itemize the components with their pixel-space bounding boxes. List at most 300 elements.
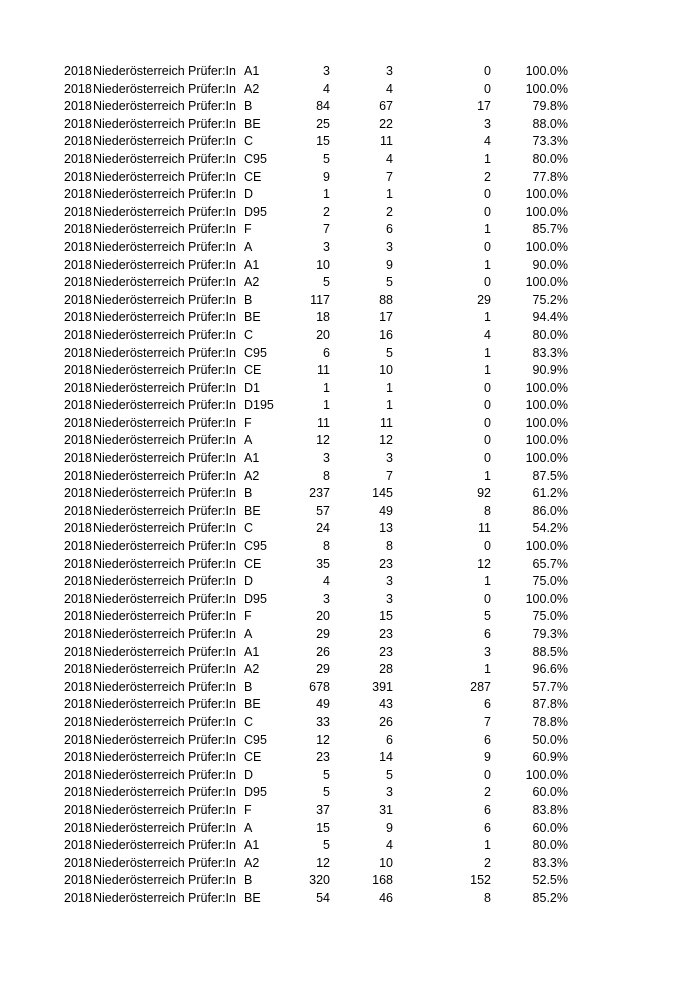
table-row (64, 204, 584, 222)
cell-passed: 23 (379, 556, 393, 571)
cell-pass-rate: 87.5% (532, 468, 568, 483)
cell-passed: 43 (379, 697, 393, 712)
cell-state: Niederösterreich (93, 64, 185, 78)
table-row (64, 890, 584, 908)
cell-state: Niederösterreich (93, 802, 185, 817)
cell-role: Prüfer:In (188, 556, 236, 571)
cell-passed: 88 (379, 292, 393, 307)
cell-total: 11 (317, 363, 330, 378)
cell-total: 26 (316, 644, 330, 659)
cell-total: 37 (316, 802, 330, 817)
cell-role: Prüfer:In (188, 433, 236, 448)
cell-failed: 287 (470, 679, 491, 694)
cell-state: Niederösterreich (93, 890, 185, 905)
cell-pass-rate: 100.0% (525, 539, 568, 554)
cell-total: 2 (323, 204, 330, 219)
cell-year: 2018 (64, 257, 92, 272)
cell-pass-rate: 57.7% (532, 679, 568, 694)
cell-role: Prüfer:In (188, 310, 236, 325)
cell-role: Prüfer:In (188, 873, 236, 888)
cell-role: Prüfer:In (188, 679, 236, 694)
cell-passed: 17 (379, 310, 393, 325)
cell-role: Prüfer:In (188, 64, 236, 78)
table-row (64, 327, 584, 345)
cell-role: Prüfer:In (188, 99, 236, 114)
cell-passed: 12 (379, 433, 393, 448)
cell-pass-rate: 80.0% (532, 327, 568, 342)
cell-passed: 3 (386, 785, 393, 800)
cell-total: 4 (323, 574, 330, 589)
cell-state: Niederösterreich (93, 697, 185, 712)
cell-passed: 7 (386, 169, 393, 184)
cell-total: 7 (323, 222, 330, 237)
table-row (64, 872, 584, 890)
cell-state: Niederösterreich (93, 415, 185, 430)
cell-license-class: A (244, 627, 253, 641)
cell-total: 18 (316, 310, 330, 325)
cell-failed: 9 (484, 750, 491, 765)
cell-state: Niederösterreich (93, 644, 185, 659)
cell-year: 2018 (64, 802, 92, 817)
table-row (64, 133, 584, 151)
cell-passed: 11 (380, 134, 393, 149)
cell-role: Prüfer:In (188, 750, 236, 765)
cell-role: Prüfer:In (188, 380, 236, 395)
cell-pass-rate: 90.0% (532, 257, 568, 272)
cell-year: 2018 (64, 451, 92, 466)
cell-total: 15 (316, 134, 330, 149)
cell-failed: 0 (484, 81, 491, 96)
cell-passed: 31 (379, 802, 393, 817)
cell-pass-rate: 60.0% (532, 785, 568, 800)
cell-license-class: CE (244, 169, 262, 184)
cell-year: 2018 (64, 310, 92, 325)
cell-license-class: D (244, 574, 254, 589)
cell-year: 2018 (64, 81, 92, 96)
cell-license-class: D195 (244, 398, 274, 413)
cell-pass-rate: 75.0% (532, 574, 568, 589)
cell-state: Niederösterreich (93, 732, 185, 747)
cell-year: 2018 (64, 873, 92, 888)
table-row (64, 257, 584, 275)
cell-state: Niederösterreich (93, 398, 185, 413)
cell-pass-rate: 85.2% (532, 890, 568, 905)
cell-state: Niederösterreich (93, 539, 185, 554)
cell-role: Prüfer:In (188, 503, 236, 518)
cell-total: 8 (323, 468, 330, 483)
cell-failed: 2 (484, 855, 491, 870)
cell-pass-rate: 52.5% (532, 873, 568, 888)
table-row (64, 397, 584, 415)
cell-state: Niederösterreich (93, 116, 185, 131)
cell-year: 2018 (64, 222, 92, 237)
cell-role: Prüfer:In (188, 609, 236, 624)
cell-license-class: BE (244, 503, 261, 518)
cell-license-class: BE (244, 697, 261, 712)
cell-passed: 49 (379, 503, 393, 518)
cell-pass-rate: 100.0% (525, 433, 568, 448)
cell-license-class: BE (244, 890, 261, 905)
cell-failed: 1 (484, 151, 491, 166)
cell-total: 5 (323, 151, 330, 166)
cell-pass-rate: 77.8% (532, 169, 568, 184)
cell-failed: 1 (484, 345, 491, 360)
cell-year: 2018 (64, 890, 92, 905)
cell-pass-rate: 65.7% (532, 556, 568, 571)
cell-license-class: B (244, 99, 253, 114)
cell-year: 2018 (64, 767, 92, 782)
cell-passed: 5 (386, 345, 393, 360)
cell-failed: 17 (477, 99, 491, 114)
cell-year: 2018 (64, 591, 92, 606)
cell-role: Prüfer:In (188, 151, 236, 166)
cell-passed: 5 (386, 767, 393, 782)
table-row (64, 186, 584, 204)
cell-total: 117 (310, 292, 330, 307)
cell-state: Niederösterreich (93, 609, 185, 624)
cell-state: Niederösterreich (93, 151, 185, 166)
cell-state: Niederösterreich (93, 363, 185, 378)
cell-total: 15 (316, 820, 330, 835)
cell-passed: 16 (379, 327, 393, 342)
cell-year: 2018 (64, 345, 92, 360)
cell-failed: 0 (484, 275, 491, 290)
cell-state: Niederösterreich (93, 679, 185, 694)
cell-license-class: F (244, 609, 252, 624)
table-row (64, 239, 584, 257)
cell-state: Niederösterreich (93, 785, 185, 800)
cell-total: 5 (323, 767, 330, 782)
cell-pass-rate: 50.0% (532, 732, 568, 747)
cell-failed: 0 (484, 204, 491, 219)
cell-failed: 0 (484, 380, 491, 395)
cell-year: 2018 (64, 820, 92, 835)
cell-failed: 4 (484, 327, 491, 342)
cell-state: Niederösterreich (93, 292, 185, 307)
cell-failed: 0 (484, 415, 491, 430)
table-row (64, 679, 584, 697)
cell-pass-rate: 100.0% (525, 239, 568, 254)
cell-license-class: C95 (244, 345, 267, 360)
cell-license-class: A1 (244, 451, 260, 466)
cell-role: Prüfer:In (188, 697, 236, 712)
cell-total: 57 (316, 503, 330, 518)
cell-total: 29 (316, 627, 330, 641)
table-row (64, 696, 584, 714)
cell-role: Prüfer:In (188, 591, 236, 606)
cell-total: 49 (316, 697, 330, 712)
cell-failed: 1 (484, 574, 491, 589)
cell-pass-rate: 87.8% (532, 697, 568, 712)
table-row (64, 732, 584, 750)
cell-role: Prüfer:In (188, 838, 236, 853)
cell-state: Niederösterreich (93, 451, 185, 466)
cell-year: 2018 (64, 275, 92, 290)
cell-pass-rate: 79.8% (532, 99, 568, 114)
table-row (64, 169, 584, 187)
cell-pass-rate: 100.0% (525, 187, 568, 202)
cell-pass-rate: 100.0% (525, 275, 568, 290)
cell-total: 12 (316, 433, 330, 448)
cell-year: 2018 (64, 116, 92, 131)
cell-role: Prüfer:In (188, 732, 236, 747)
cell-failed: 12 (477, 556, 491, 571)
cell-total: 1 (323, 380, 330, 395)
cell-pass-rate: 78.8% (532, 714, 568, 729)
cell-total: 237 (309, 486, 330, 501)
cell-failed: 8 (484, 890, 491, 905)
table-row (64, 608, 584, 626)
cell-state: Niederösterreich (93, 257, 185, 272)
cell-pass-rate: 80.0% (532, 151, 568, 166)
cell-total: 3 (323, 451, 330, 466)
cell-license-class: C (244, 521, 254, 536)
cell-license-class: A (244, 433, 253, 448)
table-row (64, 644, 584, 662)
cell-passed: 391 (372, 679, 393, 694)
cell-role: Prüfer:In (188, 539, 236, 554)
cell-failed: 2 (484, 169, 491, 184)
cell-role: Prüfer:In (188, 257, 236, 272)
cell-total: 3 (323, 239, 330, 254)
cell-total: 20 (316, 327, 330, 342)
cell-total: 320 (309, 873, 330, 888)
cell-year: 2018 (64, 468, 92, 483)
cell-total: 3 (323, 591, 330, 606)
cell-year: 2018 (64, 838, 92, 853)
cell-failed: 7 (484, 714, 491, 729)
cell-passed: 9 (386, 820, 393, 835)
cell-passed: 4 (386, 838, 393, 853)
cell-state: Niederösterreich (93, 222, 185, 237)
cell-license-class: A2 (244, 81, 260, 96)
table-row (64, 116, 584, 134)
cell-state: Niederösterreich (93, 767, 185, 782)
cell-total: 23 (316, 750, 330, 765)
cell-passed: 1 (386, 187, 393, 202)
cell-passed: 6 (386, 732, 393, 747)
table-row (64, 820, 584, 838)
cell-role: Prüfer:In (188, 239, 236, 254)
cell-failed: 29 (477, 292, 491, 307)
cell-license-class: BE (244, 310, 261, 325)
cell-failed: 1 (484, 838, 491, 853)
cell-role: Prüfer:In (188, 468, 236, 483)
cell-failed: 2 (484, 785, 491, 800)
cell-total: 9 (323, 169, 330, 184)
cell-license-class: C95 (244, 732, 267, 747)
cell-role: Prüfer:In (188, 890, 236, 905)
cell-failed: 0 (484, 433, 491, 448)
cell-passed: 11 (380, 415, 393, 430)
cell-role: Prüfer:In (188, 275, 236, 290)
cell-role: Prüfer:In (188, 327, 236, 342)
table-row (64, 98, 584, 116)
cell-year: 2018 (64, 169, 92, 184)
table-row (64, 485, 584, 503)
cell-failed: 0 (484, 239, 491, 254)
cell-pass-rate: 83.8% (532, 802, 568, 817)
cell-failed: 0 (484, 64, 491, 78)
cell-year: 2018 (64, 503, 92, 518)
cell-total: 35 (316, 556, 330, 571)
cell-pass-rate: 88.0% (532, 116, 568, 131)
cell-pass-rate: 61.2% (532, 486, 568, 501)
cell-state: Niederösterreich (93, 310, 185, 325)
cell-license-class: CE (244, 556, 262, 571)
cell-failed: 8 (484, 503, 491, 518)
cell-pass-rate: 60.9% (532, 750, 568, 765)
cell-failed: 6 (484, 732, 491, 747)
cell-pass-rate: 100.0% (525, 64, 568, 78)
cell-state: Niederösterreich (93, 433, 185, 448)
cell-year: 2018 (64, 574, 92, 589)
cell-total: 12 (316, 855, 330, 870)
cell-passed: 28 (379, 662, 393, 677)
cell-failed: 0 (484, 398, 491, 413)
cell-failed: 0 (484, 591, 491, 606)
cell-year: 2018 (64, 433, 92, 448)
cell-license-class: B (244, 292, 253, 307)
cell-role: Prüfer:In (188, 222, 236, 237)
cell-passed: 4 (386, 81, 393, 96)
cell-pass-rate: 73.3% (532, 134, 568, 149)
cell-pass-rate: 83.3% (532, 345, 568, 360)
cell-role: Prüfer:In (188, 363, 236, 378)
cell-passed: 23 (379, 644, 393, 659)
cell-year: 2018 (64, 855, 92, 870)
cell-total: 10 (316, 257, 330, 272)
cell-pass-rate: 100.0% (525, 415, 568, 430)
cell-pass-rate: 94.4% (532, 310, 568, 325)
cell-state: Niederösterreich (93, 187, 185, 202)
cell-license-class: A (244, 820, 253, 835)
cell-state: Niederösterreich (93, 714, 185, 729)
cell-state: Niederösterreich (93, 591, 185, 606)
cell-year: 2018 (64, 539, 92, 554)
cell-license-class: C (244, 327, 254, 342)
cell-total: 8 (323, 539, 330, 554)
cell-total: 54 (316, 890, 330, 905)
cell-passed: 1 (386, 398, 393, 413)
cell-license-class: F (244, 415, 252, 430)
cell-total: 84 (316, 99, 330, 114)
table-row (64, 309, 584, 327)
cell-passed: 3 (386, 451, 393, 466)
cell-total: 11 (317, 415, 330, 430)
cell-state: Niederösterreich (93, 380, 185, 395)
cell-passed: 6 (386, 222, 393, 237)
cell-passed: 2 (386, 204, 393, 219)
table-row (64, 274, 584, 292)
cell-passed: 9 (386, 257, 393, 272)
cell-license-class: D95 (244, 591, 267, 606)
cell-state: Niederösterreich (93, 204, 185, 219)
cell-role: Prüfer:In (188, 627, 236, 641)
cell-year: 2018 (64, 292, 92, 307)
cell-pass-rate: 60.0% (532, 820, 568, 835)
cell-role: Prüfer:In (188, 169, 236, 184)
table-row (64, 221, 584, 239)
cell-failed: 0 (484, 539, 491, 554)
cell-state: Niederösterreich (93, 503, 185, 518)
cell-role: Prüfer:In (188, 644, 236, 659)
cell-pass-rate: 96.6% (532, 662, 568, 677)
cell-failed: 1 (484, 662, 491, 677)
cell-state: Niederösterreich (93, 662, 185, 677)
cell-license-class: A2 (244, 468, 260, 483)
cell-license-class: A (244, 239, 253, 254)
cell-passed: 5 (386, 275, 393, 290)
cell-total: 6 (323, 345, 330, 360)
cell-pass-rate: 75.0% (532, 609, 568, 624)
table-row (64, 415, 584, 433)
cell-state: Niederösterreich (93, 521, 185, 536)
cell-license-class: CE (244, 750, 262, 765)
cell-passed: 3 (386, 574, 393, 589)
cell-year: 2018 (64, 327, 92, 342)
cell-state: Niederösterreich (93, 169, 185, 184)
cell-license-class: A2 (244, 275, 260, 290)
cell-state: Niederösterreich (93, 750, 185, 765)
cell-year: 2018 (64, 380, 92, 395)
cell-passed: 67 (379, 99, 393, 114)
cell-role: Prüfer:In (188, 855, 236, 870)
table-row (64, 573, 584, 591)
cell-state: Niederösterreich (93, 81, 185, 96)
cell-pass-rate: 100.0% (525, 380, 568, 395)
cell-year: 2018 (64, 134, 92, 149)
cell-year: 2018 (64, 415, 92, 430)
cell-pass-rate: 100.0% (525, 204, 568, 219)
cell-year: 2018 (64, 187, 92, 202)
cell-role: Prüfer:In (188, 116, 236, 131)
cell-state: Niederösterreich (93, 468, 185, 483)
cell-pass-rate: 80.0% (532, 838, 568, 853)
cell-pass-rate: 83.3% (532, 855, 568, 870)
cell-year: 2018 (64, 750, 92, 765)
cell-state: Niederösterreich (93, 239, 185, 254)
cell-total: 3 (323, 64, 330, 78)
cell-pass-rate: 75.2% (532, 292, 568, 307)
table-row (64, 661, 584, 679)
cell-year: 2018 (64, 679, 92, 694)
table-row (64, 151, 584, 169)
table-row (64, 837, 584, 855)
cell-license-class: C95 (244, 539, 267, 554)
cell-license-class: A1 (244, 838, 260, 853)
cell-role: Prüfer:In (188, 415, 236, 430)
cell-year: 2018 (64, 644, 92, 659)
cell-state: Niederösterreich (93, 275, 185, 290)
cell-role: Prüfer:In (188, 574, 236, 589)
cell-pass-rate: 54.2% (532, 521, 568, 536)
cell-failed: 6 (484, 627, 491, 641)
table-row (64, 63, 584, 81)
table-row (64, 292, 584, 310)
cell-year: 2018 (64, 486, 92, 501)
cell-state: Niederösterreich (93, 556, 185, 571)
cell-year: 2018 (64, 662, 92, 677)
cell-pass-rate: 100.0% (525, 591, 568, 606)
cell-state: Niederösterreich (93, 486, 185, 501)
cell-passed: 23 (379, 627, 393, 641)
cell-failed: 1 (484, 310, 491, 325)
cell-license-class: B (244, 486, 253, 501)
cell-passed: 15 (379, 609, 393, 624)
cell-passed: 7 (386, 468, 393, 483)
cell-year: 2018 (64, 732, 92, 747)
